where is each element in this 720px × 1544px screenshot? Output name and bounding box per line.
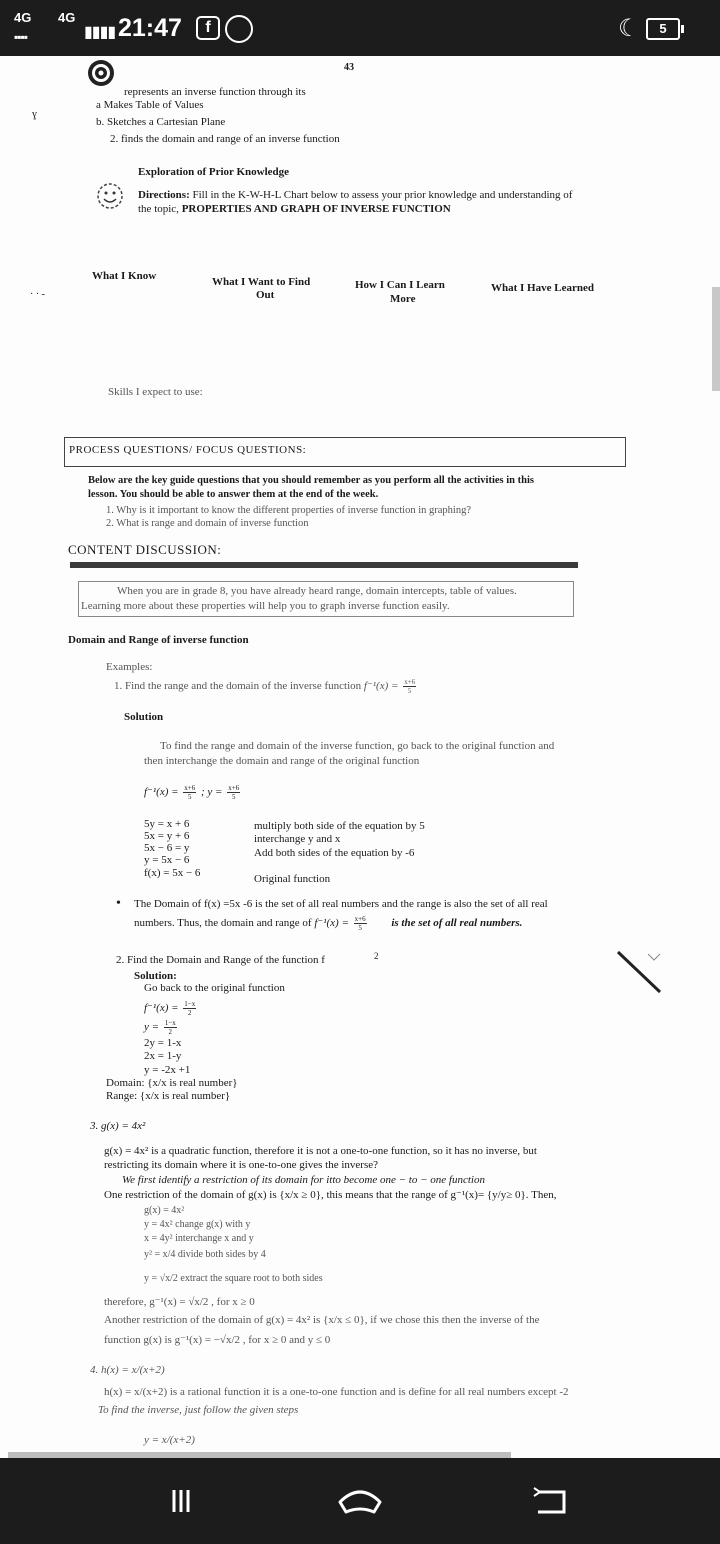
smiley-icon — [94, 180, 126, 212]
example-2-step: 2x = 1-y — [144, 1050, 182, 1062]
kwhl-header-how-2: More — [390, 293, 416, 305]
status-bar — [0, 0, 720, 56]
recent-apps-button[interactable] — [150, 1478, 210, 1524]
example-4-line: h(x) = x/(x+2) is a rational function it is a one-to-one function and is define for all real numbers except -2 — [104, 1386, 569, 1398]
margin-mark: ɣ — [32, 109, 37, 120]
bullet-icon: • — [116, 896, 121, 911]
fraction-denominator: 5 — [358, 924, 362, 932]
bullet-line: The Domain of f(x) =5x -6 is the set of all real numbers and the range is also the set of all real — [134, 898, 548, 910]
directions-text: Fill in the K-W-H-L Chart below to assess your prior knowledge and understanding of — [192, 189, 573, 201]
solution-label: Solution — [124, 711, 164, 723]
example-2-solution: Solution: — [134, 970, 177, 982]
solution-line: then interchange the domain and range of the original function — [144, 755, 420, 767]
step-left: f(x) = 5x − 6 — [144, 867, 201, 879]
bullet-line-2b: is the set of all real numbers. — [391, 917, 523, 930]
example-3-step: x = 4y² interchange x and y — [144, 1233, 254, 1244]
kwhl-header-learned: What I Have Learned — [491, 282, 594, 294]
solution-line: To find the range and domain of the inverse function, go back to the original function and — [160, 740, 555, 752]
step-right: multiply both side of the equation by 5 — [254, 820, 425, 832]
section-divider — [70, 562, 578, 568]
pen-mark-icon — [616, 946, 664, 998]
example-2-tail: 2 — [374, 951, 379, 961]
fraction-denominator: 2 — [168, 1028, 173, 1036]
kwhl-header-how: How I Can I Learn — [355, 279, 445, 291]
signal-icon-1: ▪▪▪▪ — [14, 30, 28, 44]
network-indicator-2: 4G — [58, 10, 76, 25]
step-right: Original function — [254, 873, 331, 885]
document-viewer[interactable] — [0, 56, 720, 1458]
objective-line: 2. finds the domain and range of an inverse function — [110, 133, 340, 145]
exploration-title: Exploration of Prior Knowledge — [138, 166, 290, 178]
guide-question: 2. What is range and domain of inverse function — [106, 518, 309, 529]
app-notification-icon — [225, 15, 253, 43]
signal-icon-2: ▮▮▮▮ — [84, 24, 116, 41]
bullet-function: f⁻¹(x) = — [314, 917, 349, 930]
margin-mark: · · - — [30, 289, 45, 300]
example-3-title: 3. g(x) = 4x² — [90, 1120, 146, 1132]
network-indicator-1: 4G — [14, 10, 32, 25]
fraction-numerator: x+6 — [354, 915, 366, 923]
example-2-y: y = — [144, 1021, 160, 1034]
example-3-line: restricting its domain where it is one-to-one gives the inverse? — [104, 1159, 379, 1171]
section-title: Domain and Range of inverse function — [68, 634, 249, 646]
objective-line: a Makes Table of Values — [96, 99, 204, 111]
fraction-numerator: x+6 — [184, 784, 196, 792]
process-questions-box — [64, 437, 626, 467]
equation-mid: ; y = — [201, 786, 223, 799]
examples-label: Examples: — [106, 661, 153, 673]
directions-topic: PROPERTIES AND GRAPH OF INVERSE FUNCTION — [181, 203, 451, 215]
example-2-domain: Domain: {x/x is real number} — [106, 1077, 238, 1089]
scrollbar-thumb[interactable] — [712, 287, 720, 391]
example-3-step: y = √x/2 extract the square root to both sides — [144, 1273, 323, 1284]
back-button[interactable] — [520, 1478, 580, 1524]
equation-left: f⁻¹(x) = — [144, 786, 179, 799]
facebook-icon: f — [196, 16, 220, 40]
example-3-step: y = 4x² change g(x) with y — [144, 1219, 251, 1230]
example-2-step: y = -2x +1 — [144, 1064, 191, 1076]
example-1-function: f⁻¹(x) = — [363, 680, 399, 693]
process-questions-label: PROCESS QUESTIONS/ FOCUS QUESTIONS: — [69, 444, 307, 456]
example-3-step: g(x) = 4x² — [144, 1205, 185, 1216]
page-number: 43 — [344, 62, 354, 73]
kwhl-header-know: What I Know — [92, 270, 157, 282]
objective-line: represents an inverse function through its — [124, 86, 306, 98]
example-4-y: y = x/(x+2) — [144, 1434, 195, 1446]
intro-box — [78, 581, 574, 617]
bullet-line-2a: numbers. Thus, the domain and range of — [134, 917, 312, 930]
example-2-range: Range: {x/x is real number} — [106, 1090, 231, 1102]
intro-line: When you are in grade 8, you have already heard range, domain intercepts, table of values. — [117, 585, 517, 597]
content-discussion-title: CONTENT DISCUSSION: — [68, 542, 222, 557]
kwhl-header-want: What I Want to Find — [212, 276, 311, 288]
battery-icon: 5 — [646, 18, 680, 40]
directions-text-2: the topic, — [138, 203, 179, 215]
example-3-italic: We first identify a restriction of its domain for itto become one − to − one function — [122, 1174, 485, 1186]
example-3-therefore: therefore, g⁻¹(x) = √x/2 , for x ≥ 0 — [104, 1296, 255, 1308]
step-left: y = 5x − 6 — [144, 854, 190, 866]
fraction-numerator: 1−x — [164, 1019, 176, 1027]
example-3-another: Another restriction of the domain of g(x) = 4x² is {x/x ≤ 0}, if we chose this then the inverse of the — [104, 1314, 540, 1326]
step-right: Add both sides of the equation by -6 — [254, 847, 415, 859]
navigation-bar — [0, 1458, 720, 1544]
example-3-function: function g(x) is g⁻¹(x) = −√x/2 , for x ≥ 0 and y ≤ 0 — [104, 1334, 331, 1346]
step-right: interchange y and x — [254, 833, 341, 845]
home-button[interactable] — [330, 1478, 390, 1524]
directions-label: Directions: — [138, 189, 190, 201]
step-left: 5y = x + 6 — [144, 818, 190, 830]
kwhl-header-want-2: Out — [256, 289, 275, 301]
intro-line: Learning more about these properties will help you to graph inverse function easily. — [81, 600, 450, 612]
objective-line: b. Sketches a Cartesian Plane — [96, 116, 226, 128]
fraction-numerator: x+6 — [228, 784, 240, 792]
fraction-denominator: 5 — [231, 793, 236, 801]
fraction-numerator: x+6 — [404, 678, 416, 686]
fraction-denominator: 5 — [188, 793, 192, 801]
example-4-title: 4. h(x) = x/(x+2) — [90, 1364, 165, 1376]
do-not-disturb-icon: ☾ — [618, 15, 640, 42]
guide-line: Below are the key guide questions that you should remember as you perform all the activities in this — [88, 475, 534, 486]
example-2-step: 2y = 1-x — [144, 1037, 182, 1049]
guide-line: lesson. You should be able to answer them at the end of the week. — [88, 489, 379, 500]
fraction-denominator: 5 — [407, 687, 412, 695]
example-3-line: One restriction of the domain of g(x) is {x/x ≥ 0}, this means that the range of g⁻¹(x)= {y/y≥ 0}. Then, — [104, 1189, 557, 1201]
fraction-denominator: 2 — [188, 1009, 192, 1017]
step-left: 5x − 6 = y — [144, 842, 190, 854]
example-2-goback: Go back to the original function — [144, 982, 285, 994]
step-left: 5x = y + 6 — [144, 830, 190, 842]
example-2-function: f⁻¹(x) = — [144, 1002, 179, 1015]
clock: 21:47 — [118, 14, 182, 42]
example-3-line: g(x) = 4x² is a quadratic function, therefore it is not a one-to-one function, so it has no inverse, but — [104, 1145, 537, 1157]
target-icon — [86, 58, 116, 88]
skills-line: Skills I expect to use: — [108, 386, 203, 398]
example-2-text: 2. Find the Domain and Range of the function f — [116, 954, 325, 966]
fraction-numerator: 1−x — [184, 1000, 196, 1008]
example-3-step: y² = x/4 divide both sides by 4 — [144, 1249, 266, 1260]
example-4-italic: To find the inverse, just follow the given steps — [98, 1404, 299, 1416]
example-1-text: 1. Find the range and the domain of the inverse function — [114, 680, 362, 693]
guide-question: 1. Why is it important to know the different properties of inverse function in graphing? — [106, 505, 471, 516]
